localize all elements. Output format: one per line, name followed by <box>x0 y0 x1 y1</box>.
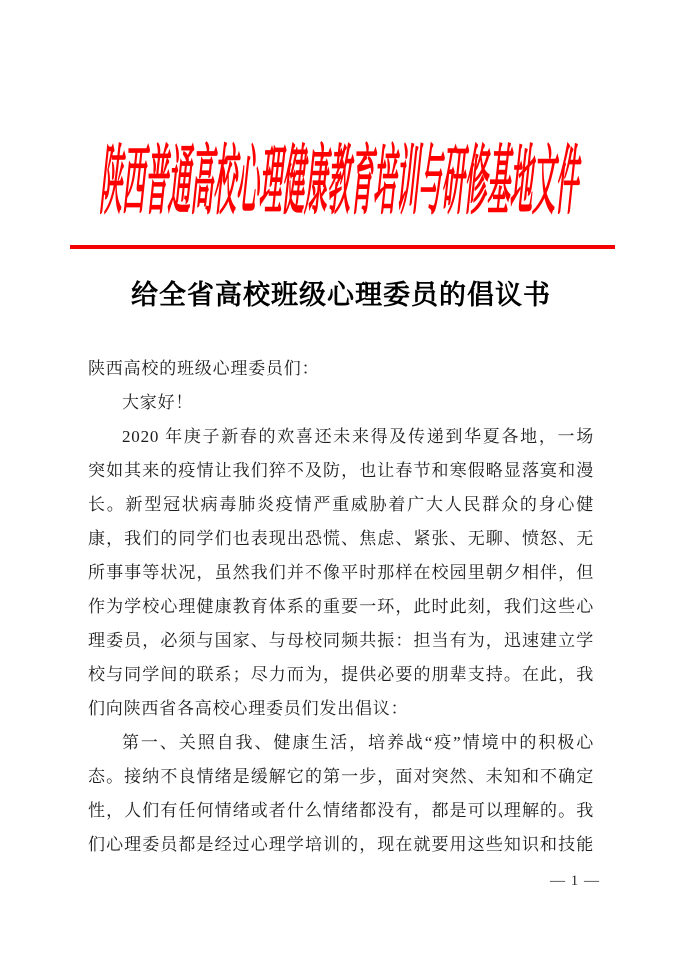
document-body <box>88 352 594 862</box>
body-line: 态。接纳不良情绪是缓解它的第一步，面对突然、未知和不确定 <box>88 767 594 786</box>
body-line-greeting: 大家好！ <box>122 393 194 412</box>
body-line: 所事事等状况，虽然我们并不像平时那样在校园里朝夕相伴，但 <box>88 563 594 582</box>
page-number: — 1 — <box>550 873 600 889</box>
document-title: 给全省高校班级心理委员的倡议书 <box>131 280 551 310</box>
body-line: 2020 年庚子新春的欢喜还未来得及传递到华夏各地，一场 <box>122 427 594 446</box>
body-line: 性，人们有任何情绪或者什么情绪都没有，都是可以理解的。我 <box>88 801 594 820</box>
body-line-salutation: 陕西高校的班级心理委员们： <box>88 359 320 378</box>
body-line: 作为学校心理健康教育体系的重要一环，此时此刻，我们这些心 <box>88 597 594 616</box>
letterhead-banner <box>0 142 682 222</box>
body-line: 校与同学间的联系；尽力而为，提供必要的朋辈支持。在此，我 <box>88 665 594 684</box>
body-line: 突如其来的疫情让我们猝不及防，也让春节和寒假略显落寞和漫 <box>88 461 594 480</box>
body-line: 们向陕西省各高校心理委员们发出倡议： <box>88 699 409 718</box>
letterhead-divider <box>70 245 615 249</box>
body-line: 第一、关照自我、健康生活，培养战“疫”情境中的积极心 <box>122 733 594 752</box>
body-line: 康，我们的同学们也表现出恐慌、焦虑、紧张、无聊、愤怒、无 <box>88 529 594 548</box>
body-line: 们心理委员都是经过心理学培训的，现在就要用这些知识和技能 <box>88 835 594 854</box>
body-line: 长。新型冠状病毒肺炎疫情严重威胁着广大人民群众的身心健 <box>88 495 594 514</box>
body-line: 理委员，必须与国家、与母校同频共振：担当有为，迅速建立学 <box>88 631 594 650</box>
letterhead-banner-text: 陕西普通高校心理健康教育培训与研修基地文件 <box>97 140 585 224</box>
